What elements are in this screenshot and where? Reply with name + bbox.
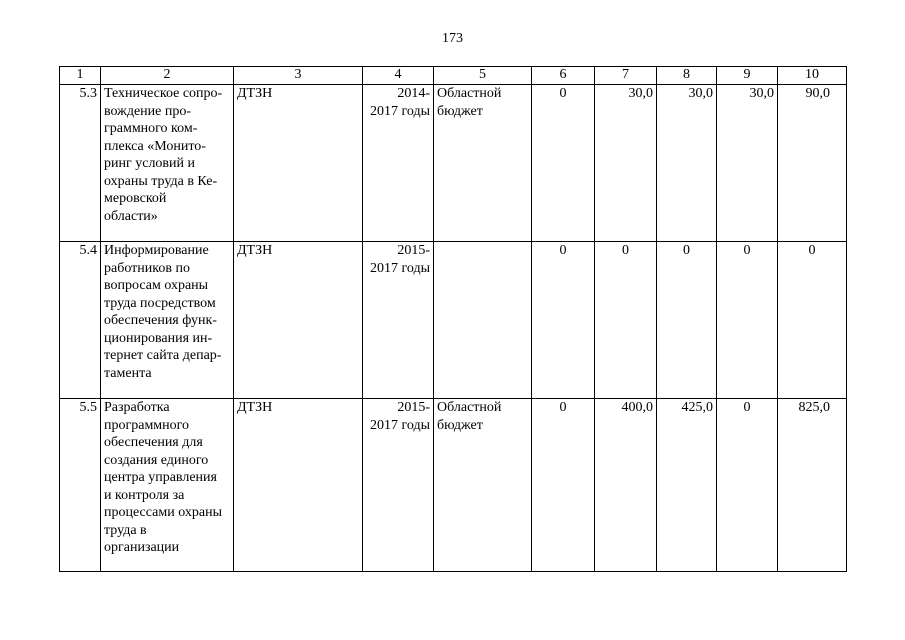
funding-source-line: бюджет bbox=[437, 103, 483, 119]
funding-source-line: Областной bbox=[437, 86, 502, 101]
column-header: 5 bbox=[434, 67, 532, 85]
page-number: 173 bbox=[442, 31, 463, 46]
measure-name-line: ционирования ин- bbox=[104, 330, 213, 346]
period bbox=[363, 85, 434, 242]
measure-name-line: Информирование bbox=[104, 243, 209, 258]
value-col-6: 0 bbox=[532, 85, 595, 242]
measure-name-line: работников по bbox=[104, 260, 190, 276]
period-line: 2015- bbox=[397, 243, 430, 258]
executor: ДТЗН bbox=[234, 399, 363, 572]
measure-name-line: труда посредством bbox=[104, 295, 216, 311]
measure-name-line: программного bbox=[104, 417, 190, 433]
measure-name-line: организации bbox=[104, 540, 180, 555]
measure-name-line: охраны труда в Ке- bbox=[104, 173, 218, 189]
value-col-6: 0 bbox=[532, 399, 595, 572]
funding-source-line: бюджет bbox=[437, 417, 483, 433]
value-col-10: 90,0 bbox=[778, 85, 847, 242]
value-col-8: 0 bbox=[657, 242, 717, 399]
period bbox=[363, 242, 434, 399]
row-number: 5.4 bbox=[60, 242, 101, 399]
column-header: 6 bbox=[532, 67, 595, 85]
row-number: 5.5 bbox=[60, 399, 101, 572]
column-header: 1 bbox=[60, 67, 101, 85]
measure-name-line: плекса «Монито- bbox=[104, 138, 206, 154]
period-line: 2017 годы bbox=[369, 103, 430, 119]
value-col-7: 0 bbox=[595, 242, 657, 399]
period-line: 2015- bbox=[397, 400, 430, 415]
table-row bbox=[60, 85, 847, 242]
measure-name-line: вопросам охраны bbox=[104, 278, 209, 293]
period-line: 2017 годы bbox=[369, 417, 430, 433]
value-col-6: 0 bbox=[532, 242, 595, 399]
column-header: 3 bbox=[234, 67, 363, 85]
measure-name bbox=[101, 399, 234, 572]
column-header: 4 bbox=[363, 67, 434, 85]
value-col-8: 30,0 bbox=[657, 85, 717, 242]
value-col-10: 0 bbox=[778, 242, 847, 399]
measure-name-line: создания единого bbox=[104, 452, 209, 468]
row-number: 5.3 bbox=[60, 85, 101, 242]
measure-name bbox=[101, 85, 234, 242]
measure-name-line: и контроля за bbox=[104, 487, 185, 503]
column-header: 7 bbox=[595, 67, 657, 85]
value-col-8: 425,0 bbox=[657, 399, 717, 572]
value-col-9: 30,0 bbox=[717, 85, 778, 242]
measure-name-line: Техническое сопро- bbox=[104, 86, 223, 101]
value-col-7: 30,0 bbox=[595, 85, 657, 242]
measure-name-line: вождение про- bbox=[104, 103, 192, 119]
column-header: 8 bbox=[657, 67, 717, 85]
table-row bbox=[60, 399, 847, 572]
value-col-10: 825,0 bbox=[778, 399, 847, 572]
funding-source-line: Областной bbox=[437, 400, 502, 415]
column-header: 10 bbox=[778, 67, 847, 85]
period bbox=[363, 399, 434, 572]
measure-name-line: обеспечения функ- bbox=[104, 313, 217, 328]
value-col-9: 0 bbox=[717, 399, 778, 572]
executor: ДТЗН bbox=[234, 242, 363, 399]
executor: ДТЗН bbox=[234, 85, 363, 242]
column-header: 2 bbox=[101, 67, 234, 85]
measure-name-line: ринг условий и bbox=[104, 156, 196, 171]
measure-name-line: Разработка bbox=[104, 400, 170, 415]
funding-source bbox=[434, 399, 532, 572]
funding-source bbox=[434, 242, 532, 399]
measure-name-line: обеспечения для bbox=[104, 435, 203, 450]
measure-name-line: центра управления bbox=[104, 470, 217, 485]
column-header: 9 bbox=[717, 67, 778, 85]
measure-name-line: тамента bbox=[104, 365, 152, 381]
measure-name-line: тернет сайта депар- bbox=[104, 348, 222, 363]
value-col-7: 400,0 bbox=[595, 399, 657, 572]
program-table bbox=[59, 66, 847, 572]
period-line: 2014- bbox=[397, 86, 430, 101]
value-col-9: 0 bbox=[717, 242, 778, 399]
measure-name-line: меровской bbox=[104, 191, 167, 206]
funding-source bbox=[434, 85, 532, 242]
table-row bbox=[60, 242, 847, 399]
measure-name-line: процессами охраны bbox=[104, 505, 222, 520]
column-number-row bbox=[60, 67, 847, 85]
period-line: 2017 годы bbox=[369, 260, 430, 276]
measure-name-line: труда в bbox=[104, 522, 147, 538]
measure-name bbox=[101, 242, 234, 399]
measure-name-line: области» bbox=[104, 208, 158, 224]
measure-name-line: граммного ком- bbox=[104, 121, 198, 136]
